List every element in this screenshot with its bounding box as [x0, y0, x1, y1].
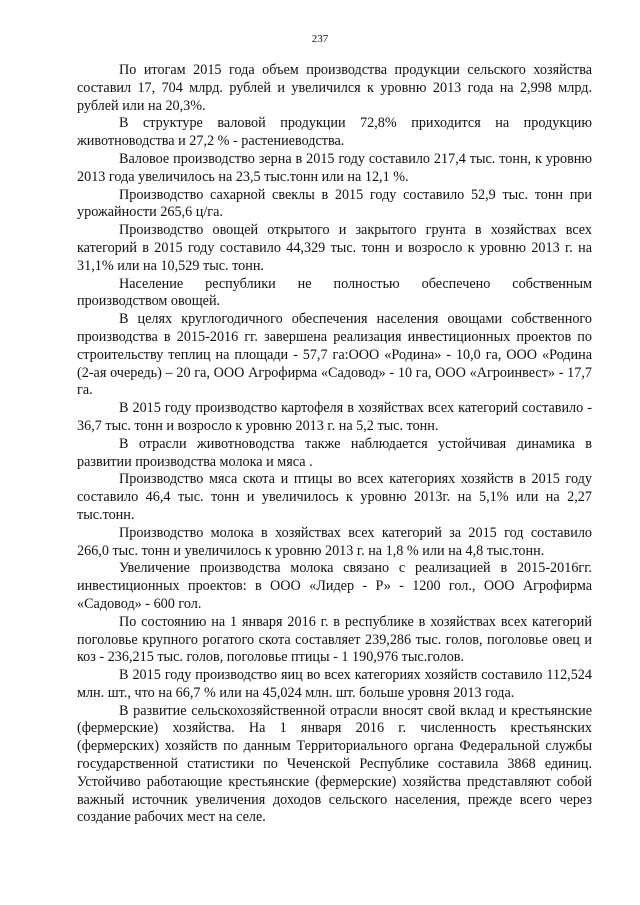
paragraph-grain-production: Валовое производство зерна в 2015 году составило 217,4 тыс. тонн, к уровню 2013 года увеличилось на 23,5 тыс.тонн или на 12,1 %.: [77, 150, 592, 185]
paragraph-greenhouse-projects: В целях круглогодичного обеспечения населения овощами собственного производства в 2015-2016 гг. завершена реализация инвестиционных проектов по строительству теплиц на площади - 57,7 га:ООО «Родина» - 10,0 га, ООО «Родина (2-ая очередь) – 20 га, ООО Агрофирма «Садовод» - 10 га, ООО «Агроинвест» - 17,7 га.: [77, 311, 592, 399]
paragraph-output-structure: В структуре валовой продукции 72,8% приходится на продукцию животноводства и 27,2 % - растениеводства.: [77, 115, 592, 150]
paragraph-eggs: В 2015 году производство яиц во всех категориях хозяйств составило 112,524 млн. шт., что на 66,7 % или на 45,024 млн. шт. больше уровня 2013 года.: [77, 667, 592, 701]
document-body: [77, 62, 592, 827]
paragraph-meat-production: Производство мяса скота и птицы во всех категориях хозяйств в 2015 году составило 46,4 тыс. тонн и увеличилось к уровню 2013г. на 5,1% или на 2,27 тыс.тонн.: [77, 471, 592, 523]
paragraph-milk-production: Производство молока в хозяйствах всех категорий за 2015 год составило 266,0 тыс. тонн и увеличилось к уровню 2013 г. на 1,8 % или на 4,8 тыс.тонн.: [77, 524, 592, 559]
paragraph-livestock-dynamics: В отрасли животноводства также наблюдается устойчивая динамика в развитии производства молока и мяса .: [77, 435, 592, 470]
paragraph-vegetables: Производство овощей открытого и закрытого грунта в хозяйствах всех категорий в 2015 году составило 44,329 тыс. тонн и возросло к уровню 2013 г. на 31,1% или на 10,529 тыс. тонн.: [77, 222, 592, 274]
paragraph-vegetable-supply: Население республики не полностью обеспечено собственным производством овощей.: [77, 275, 592, 310]
paragraph-agriculture-output: По итогам 2015 года объем производства продукции сельского хозяйства составил 17, 704 млрд. рублей и увеличился к уровню 2013 года на 2,998 млрд. рублей или на 20,3%.: [77, 62, 592, 114]
paragraph-farms: В развитие сельскохозяйственной отрасли вносят свой вклад и крестьянские (фермерские) хозяйства. На 1 января 2016 г. численность крестьянских (фермерских) хозяйств по данным Территориального органа Федеральной службы государственной статистики по Чеченской Республике составила 3868 единиц. Устойчиво работающие крестьянские (фермерские) хозяйства представляют собой важный источник увеличения доходов сельского населения, прежде всего через создание рабочих мест на селе.: [77, 702, 592, 826]
paragraph-milk-projects: Увеличение производства молока связано с реализацией в 2015-2016гг. инвестиционных проектов: в ООО «Лидер - Р» - 1200 гол., ООО Агрофирма «Садовод» - 600 гол.: [77, 560, 592, 612]
paragraph-potatoes: В 2015 году производство картофеля в хозяйствах всех категорий составило - 36,7 тыс. тонн и возросло к уровню 2013 г. на 5,2 тыс. тонн.: [77, 400, 592, 434]
page-number: 237: [311, 33, 329, 45]
paragraph-livestock-numbers: По состоянию на 1 января 2016 г. в республике в хозяйствах всех категорий поголовье крупного рогатого скота составляет 239,286 тыс. голов, поголовье овец и коз - 236,215 тыс. голов, поголовье птицы - 1 190,976 тыс.голов.: [77, 613, 592, 666]
paragraph-sugar-beet: Производство сахарной свеклы в 2015 году составило 52,9 тыс. тонн при урожайности 265,6 ц/га.: [77, 186, 592, 221]
